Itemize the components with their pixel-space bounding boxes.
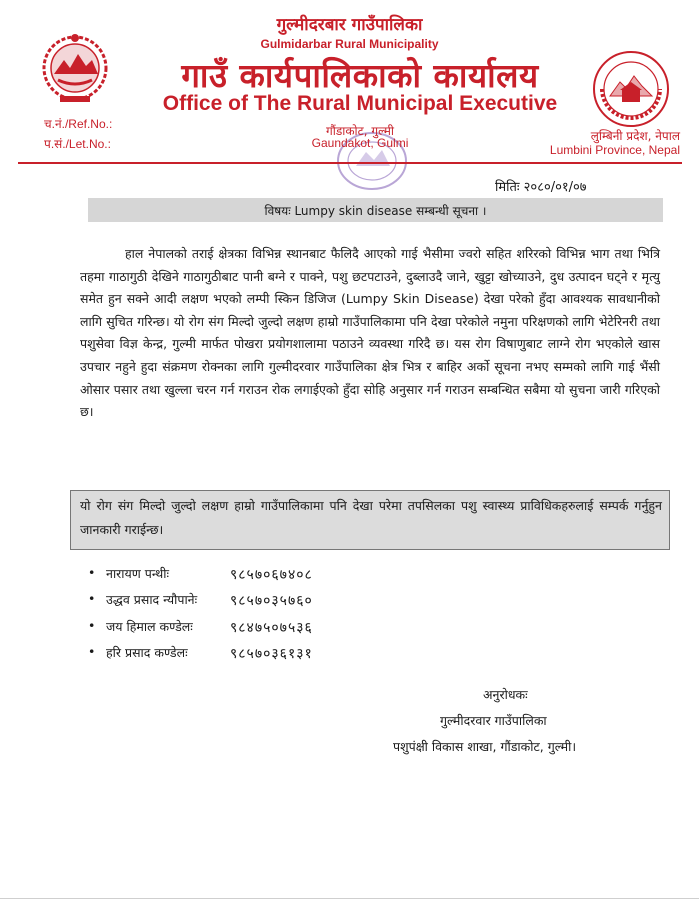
contact-phone: ९८५७०६७४०८ [230,567,313,583]
contact-phone: ९८५७०३५७६० [230,593,313,609]
bullet-icon: • [88,618,96,633]
contact-phone: ९८५७०३६१३१ [230,646,313,662]
office-name-english-small: Gulmidarbar Rural Municipality [260,37,439,51]
contact-name: नारायण पन्थीः [106,566,169,581]
requester-office: गुल्मीदरवार गाउँपालिका [440,713,547,728]
highlight-notice-text: यो रोग संग मिल्दो जुल्दो लक्षण हाम्रो गाउँपालिकामा पनि देखा परेमा तपसिलका पशु स्वास्थ्य प्राविधिकहरुलाई सम्पर्क गर्नुहुन जानकारी गराईन्छ। [80,498,662,537]
address-english: Gaundakot, Gulmi [311,136,409,150]
province-nepali: लुम्बिनी प्रदेश, नेपाल [590,129,680,143]
province-english: Lumbini Province, Nepal [549,143,680,157]
contact-name: हरि प्रसाद कण्डेलः [106,645,188,660]
office-title-english: Office of The Rural Municipal Executive [162,92,558,115]
header-divider [18,162,682,164]
address-nepali: गौंडाकोट, गुल्मी [325,124,395,138]
letter-date: मितिः २०८०/०१/०७ [495,180,587,195]
contact-name: जय हिमाल कण्डेलः [106,619,193,634]
requester-branch: पशुपंक्षी विकास शाखा, गौंडाकोट, गुल्मी। [393,739,577,754]
office-title-nepali: गाउँ कार्यपालिकाको कार्यालय [181,56,539,95]
bullet-icon: • [88,591,96,606]
contact-name: उद्धव प्रसाद न्यौपानेः [106,592,198,607]
requester-label: अनुरोधकः [483,687,528,702]
office-name-nepali-small: गुल्मीदरबार गाउँपालिका [276,15,423,35]
footer-divider [0,898,699,899]
subject-line: विषयः Lumpy skin disease सम्बन्धी सूचना । [264,204,487,218]
ref-number-label: च.नं./Ref.No.: [44,117,113,131]
contact-phone: ९८४७५०७५३६ [230,620,313,636]
bullet-icon: • [88,565,96,580]
municipality-seal-icon [592,50,670,128]
bullet-icon: • [88,644,96,659]
letter-number-label: प.सं./Let.No.: [44,137,111,151]
notice-body-paragraph: हाल नेपालको तराई क्षेत्रका विभिन्न स्थानबाट फैलिदै आएको गाई भैसीमा ज्वरो सहित शरिरको विभिन्न भाग तथा भित्रि तहमा गाठागुठी देखिने गाठागुठीबाट पानी बग्ने र पाक्ने, पशु छटपटाउने, दुब्लाउदै जाने, खुट्टा खोच्याउने, दुध उत्पादन घट्ने र मृत्यु समेत हुन सक्ने आदी लक्षण भएको लम्पी स्किन डिजिज (Lumpy Skin Disease) देखा परेको हुँदा आवश्यक सावधानीको लागि सुचित गरिन्छ। यो रोग संग मिल्दो जुल्दो लक्षण हाम्रो गाउँपालिकामा पनि देखा परेकोले नमुना परिक्षणको लागि भेटेरिनरी तथा पशुसेवा विज्ञ केन्द्र, गुल्मी मार्फत पोखरा प्रयोगशालामा पठाउने व्यवस्था गरिदै छ। यस रोग विषाणुबाट लाग्ने रोग भएकोले खास उपचार नहुने हुदा संक्रमण रोक्नका लागि गुल्मीदरवार गाउँपालिका क्षेत्र भित्र र बाहिर अर्को सूचना नभए सम्मको लागि गाई भैंसी ओसार पसार तथा खुल्ला चरन गर्न गराउन रोक लगाईएको हुँदा सोहि अनुसार गर्न गराउन सम्बन्धित सबैमा यो सुचना जारी गरिएको छ। [80,246,660,420]
